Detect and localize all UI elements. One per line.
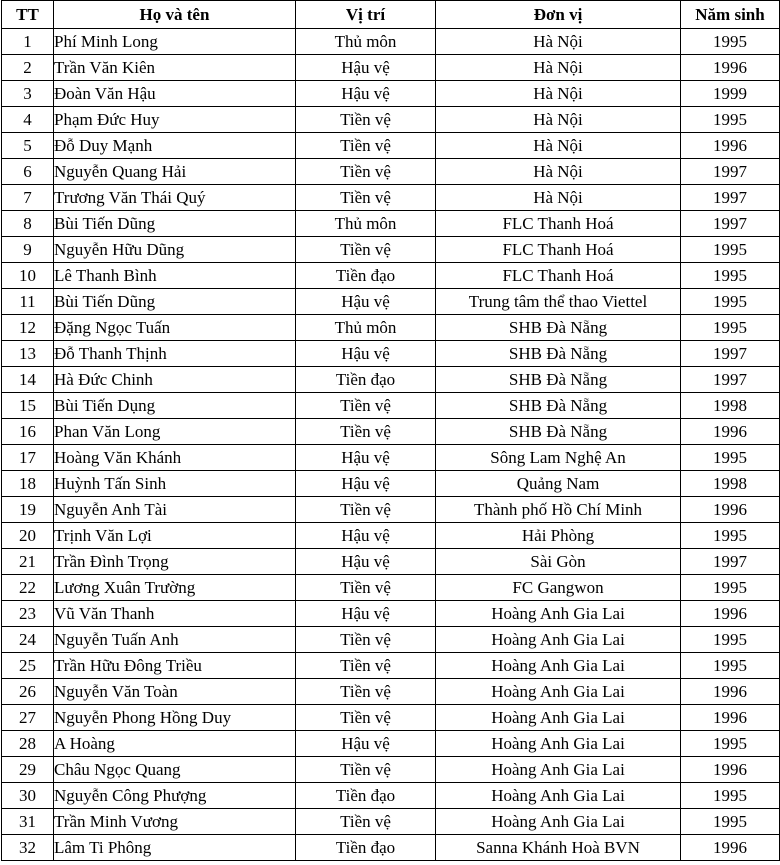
table-row (2, 159, 780, 185)
cell-name: Trịnh Văn Lợi (54, 523, 296, 549)
cell-tt: 12 (2, 315, 54, 341)
cell-birth-year: 1996 (681, 757, 780, 783)
cell-name: Đỗ Thanh Thịnh (54, 341, 296, 367)
table-row (2, 653, 780, 679)
cell-birth-year: 1999 (681, 81, 780, 107)
cell-name: Nguyễn Công Phượng (54, 783, 296, 809)
cell-position: Tiền vệ (296, 705, 436, 731)
cell-birth-year: 1995 (681, 523, 780, 549)
cell-name: Lâm Ti Phông (54, 835, 296, 861)
cell-position: Tiền vệ (296, 133, 436, 159)
cell-name: Nguyễn Phong Hồng Duy (54, 705, 296, 731)
cell-club: FLC Thanh Hoá (436, 211, 681, 237)
cell-birth-year: 1996 (681, 55, 780, 81)
cell-club: Hà Nội (436, 81, 681, 107)
cell-position: Tiền đạo (296, 835, 436, 861)
table-row (2, 497, 780, 523)
cell-position: Tiền vệ (296, 575, 436, 601)
cell-position: Hậu vệ (296, 289, 436, 315)
table-row (2, 341, 780, 367)
cell-club: Hoàng Anh Gia Lai (436, 809, 681, 835)
cell-name: Bùi Tiến Dũng (54, 211, 296, 237)
cell-name: Nguyễn Tuấn Anh (54, 627, 296, 653)
cell-club: Hoàng Anh Gia Lai (436, 627, 681, 653)
cell-position: Hậu vệ (296, 731, 436, 757)
cell-birth-year: 1997 (681, 185, 780, 211)
cell-name: Nguyễn Văn Toàn (54, 679, 296, 705)
header-position: Vị trí (296, 1, 436, 29)
cell-birth-year: 1996 (681, 601, 780, 627)
cell-tt: 19 (2, 497, 54, 523)
header-birth-year: Năm sinh (681, 1, 780, 29)
cell-club: Hà Nội (436, 29, 681, 55)
table-row (2, 731, 780, 757)
cell-tt: 24 (2, 627, 54, 653)
table-row (2, 549, 780, 575)
cell-position: Tiền vệ (296, 107, 436, 133)
cell-birth-year: 1997 (681, 341, 780, 367)
cell-position: Tiền vệ (296, 653, 436, 679)
cell-position: Hậu vệ (296, 55, 436, 81)
cell-birth-year: 1996 (681, 419, 780, 445)
cell-birth-year: 1995 (681, 263, 780, 289)
table-body (2, 29, 780, 861)
table-row (2, 237, 780, 263)
cell-club: Hoàng Anh Gia Lai (436, 783, 681, 809)
cell-tt: 13 (2, 341, 54, 367)
cell-birth-year: 1996 (681, 705, 780, 731)
cell-name: Hà Đức Chinh (54, 367, 296, 393)
cell-birth-year: 1995 (681, 445, 780, 471)
cell-position: Tiền đạo (296, 263, 436, 289)
cell-tt: 18 (2, 471, 54, 497)
cell-tt: 26 (2, 679, 54, 705)
cell-tt: 23 (2, 601, 54, 627)
cell-tt: 27 (2, 705, 54, 731)
cell-birth-year: 1995 (681, 575, 780, 601)
cell-birth-year: 1995 (681, 315, 780, 341)
cell-tt: 28 (2, 731, 54, 757)
header-name: Họ và tên (54, 1, 296, 29)
cell-name: Bùi Tiến Dụng (54, 393, 296, 419)
cell-position: Tiền đạo (296, 783, 436, 809)
cell-birth-year: 1995 (681, 627, 780, 653)
table-row (2, 419, 780, 445)
cell-club: FC Gangwon (436, 575, 681, 601)
cell-club: Trung tâm thể thao Viettel (436, 289, 681, 315)
header-row (2, 1, 780, 29)
table-row (2, 315, 780, 341)
cell-tt: 21 (2, 549, 54, 575)
table-row (2, 627, 780, 653)
cell-birth-year: 1995 (681, 731, 780, 757)
cell-tt: 32 (2, 835, 54, 861)
table-header (2, 1, 780, 29)
cell-birth-year: 1997 (681, 159, 780, 185)
cell-birth-year: 1995 (681, 107, 780, 133)
cell-tt: 29 (2, 757, 54, 783)
cell-tt: 1 (2, 29, 54, 55)
cell-position: Tiền vệ (296, 159, 436, 185)
cell-position: Hậu vệ (296, 445, 436, 471)
cell-name: Huỳnh Tấn Sinh (54, 471, 296, 497)
cell-tt: 3 (2, 81, 54, 107)
cell-name: Phí Minh Long (54, 29, 296, 55)
cell-club: Hà Nội (436, 133, 681, 159)
cell-birth-year: 1998 (681, 393, 780, 419)
cell-club: Hoàng Anh Gia Lai (436, 601, 681, 627)
cell-tt: 25 (2, 653, 54, 679)
cell-tt: 15 (2, 393, 54, 419)
cell-name: Nguyễn Anh Tài (54, 497, 296, 523)
cell-club: SHB Đà Nẵng (436, 393, 681, 419)
cell-club: Hoàng Anh Gia Lai (436, 705, 681, 731)
cell-position: Hậu vệ (296, 549, 436, 575)
table-row (2, 679, 780, 705)
cell-tt: 31 (2, 809, 54, 835)
cell-position: Hậu vệ (296, 81, 436, 107)
cell-club: Hoàng Anh Gia Lai (436, 679, 681, 705)
cell-position: Hậu vệ (296, 601, 436, 627)
cell-position: Thủ môn (296, 315, 436, 341)
cell-name: Trần Minh Vương (54, 809, 296, 835)
cell-tt: 17 (2, 445, 54, 471)
cell-position: Tiền vệ (296, 419, 436, 445)
cell-position: Hậu vệ (296, 523, 436, 549)
cell-position: Hậu vệ (296, 341, 436, 367)
cell-position: Thủ môn (296, 29, 436, 55)
table-row (2, 523, 780, 549)
table-row (2, 107, 780, 133)
cell-tt: 10 (2, 263, 54, 289)
cell-tt: 2 (2, 55, 54, 81)
cell-birth-year: 1995 (681, 809, 780, 835)
cell-birth-year: 1995 (681, 653, 780, 679)
cell-birth-year: 1995 (681, 783, 780, 809)
cell-birth-year: 1998 (681, 471, 780, 497)
cell-tt: 6 (2, 159, 54, 185)
cell-club: Thành phố Hồ Chí Minh (436, 497, 681, 523)
cell-tt: 16 (2, 419, 54, 445)
cell-tt: 9 (2, 237, 54, 263)
cell-name: Trần Đình Trọng (54, 549, 296, 575)
cell-club: SHB Đà Nẵng (436, 367, 681, 393)
table-row (2, 809, 780, 835)
table-row (2, 133, 780, 159)
cell-name: Đoàn Văn Hậu (54, 81, 296, 107)
cell-name: Lê Thanh Bình (54, 263, 296, 289)
cell-tt: 20 (2, 523, 54, 549)
cell-club: Sài Gòn (436, 549, 681, 575)
cell-club: Hoàng Anh Gia Lai (436, 757, 681, 783)
cell-position: Tiền vệ (296, 237, 436, 263)
table-row (2, 471, 780, 497)
cell-club: SHB Đà Nẵng (436, 315, 681, 341)
table-row (2, 575, 780, 601)
cell-name: Phạm Đức Huy (54, 107, 296, 133)
cell-tt: 11 (2, 289, 54, 315)
table-row (2, 601, 780, 627)
table-row (2, 445, 780, 471)
cell-club: Hoàng Anh Gia Lai (436, 731, 681, 757)
table-row (2, 81, 780, 107)
cell-name: Lương Xuân Trường (54, 575, 296, 601)
cell-name: Bùi Tiến Dũng (54, 289, 296, 315)
cell-birth-year: 1995 (681, 289, 780, 315)
cell-club: SHB Đà Nẵng (436, 419, 681, 445)
table-row (2, 757, 780, 783)
cell-name: A Hoàng (54, 731, 296, 757)
cell-birth-year: 1997 (681, 211, 780, 237)
cell-name: Châu Ngọc Quang (54, 757, 296, 783)
table-row (2, 705, 780, 731)
table-row (2, 835, 780, 861)
cell-birth-year: 1995 (681, 29, 780, 55)
cell-club: FLC Thanh Hoá (436, 237, 681, 263)
table-row (2, 393, 780, 419)
cell-club: FLC Thanh Hoá (436, 263, 681, 289)
roster-table (1, 0, 780, 861)
header-tt: TT (2, 1, 54, 29)
cell-birth-year: 1996 (681, 497, 780, 523)
cell-tt: 14 (2, 367, 54, 393)
table-row (2, 783, 780, 809)
cell-club: Hải Phòng (436, 523, 681, 549)
cell-tt: 8 (2, 211, 54, 237)
table-row (2, 367, 780, 393)
table-row (2, 263, 780, 289)
header-club: Đơn vị (436, 1, 681, 29)
cell-club: Hà Nội (436, 107, 681, 133)
cell-name: Vũ Văn Thanh (54, 601, 296, 627)
cell-position: Thủ môn (296, 211, 436, 237)
cell-tt: 7 (2, 185, 54, 211)
cell-name: Đỗ Duy Mạnh (54, 133, 296, 159)
cell-birth-year: 1996 (681, 679, 780, 705)
cell-tt: 4 (2, 107, 54, 133)
table-row (2, 29, 780, 55)
cell-position: Tiền vệ (296, 627, 436, 653)
cell-name: Đặng Ngọc Tuấn (54, 315, 296, 341)
cell-name: Nguyễn Quang Hải (54, 159, 296, 185)
cell-club: Hà Nội (436, 159, 681, 185)
cell-club: Hà Nội (436, 185, 681, 211)
cell-tt: 30 (2, 783, 54, 809)
table-row (2, 55, 780, 81)
table-row (2, 211, 780, 237)
table-row (2, 185, 780, 211)
cell-club: Hà Nội (436, 55, 681, 81)
cell-name: Trần Văn Kiên (54, 55, 296, 81)
cell-birth-year: 1996 (681, 133, 780, 159)
cell-name: Phan Văn Long (54, 419, 296, 445)
cell-position: Tiền vệ (296, 679, 436, 705)
cell-position: Tiền vệ (296, 393, 436, 419)
cell-birth-year: 1997 (681, 367, 780, 393)
cell-tt: 22 (2, 575, 54, 601)
cell-name: Trương Văn Thái Quý (54, 185, 296, 211)
cell-birth-year: 1996 (681, 835, 780, 861)
cell-club: Sông Lam Nghệ An (436, 445, 681, 471)
cell-tt: 5 (2, 133, 54, 159)
cell-birth-year: 1997 (681, 549, 780, 575)
cell-club: SHB Đà Nẵng (436, 341, 681, 367)
cell-position: Tiền vệ (296, 185, 436, 211)
cell-position: Tiền đạo (296, 367, 436, 393)
cell-name: Nguyễn Hữu Dũng (54, 237, 296, 263)
cell-name: Hoàng Văn Khánh (54, 445, 296, 471)
table-row (2, 289, 780, 315)
cell-club: Quảng Nam (436, 471, 681, 497)
cell-position: Hậu vệ (296, 471, 436, 497)
cell-position: Tiền vệ (296, 757, 436, 783)
cell-position: Tiền vệ (296, 809, 436, 835)
cell-name: Trần Hữu Đông Triều (54, 653, 296, 679)
cell-club: Hoàng Anh Gia Lai (436, 653, 681, 679)
cell-position: Tiền vệ (296, 497, 436, 523)
cell-birth-year: 1995 (681, 237, 780, 263)
cell-club: Sanna Khánh Hoà BVN (436, 835, 681, 861)
